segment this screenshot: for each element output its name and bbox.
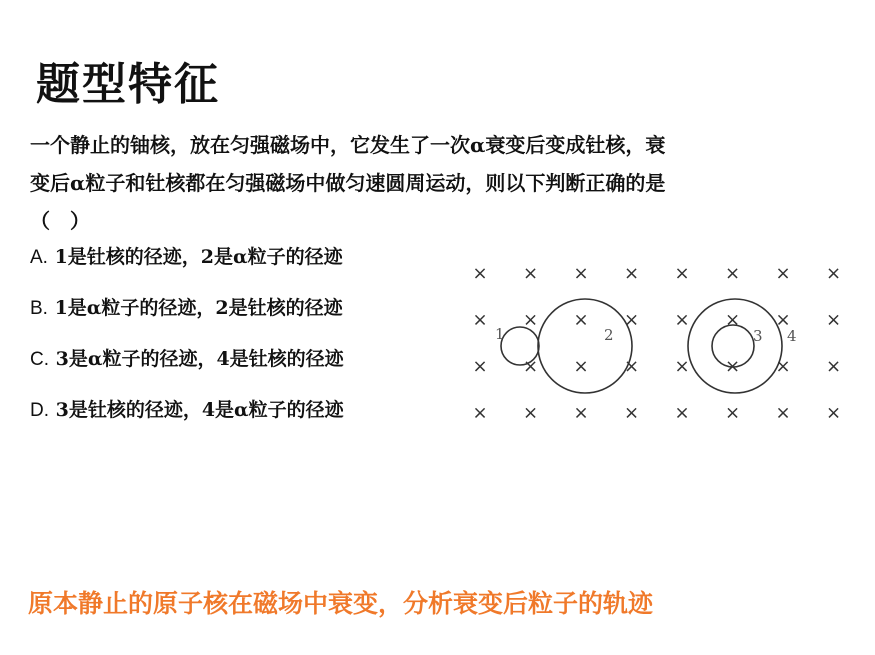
field-cross-mark: × <box>724 402 741 424</box>
field-cross-mark: × <box>573 263 589 284</box>
track-label-3: 3 <box>753 327 763 345</box>
field-cross-mark: × <box>775 402 791 424</box>
field-cross-mark: × <box>775 356 791 377</box>
field-cross-mark: × <box>775 263 791 284</box>
track-label-1: 1 <box>495 325 505 343</box>
field-cross-mark: × <box>472 309 488 331</box>
field-cross-mark: × <box>472 263 488 284</box>
field-cross-mark: × <box>573 402 589 424</box>
option-a-text: 1是钍核的径迹，2是α粒子的径迹 <box>47 246 343 268</box>
field-cross-mark: × <box>623 402 640 424</box>
magnetic-field-diagram <box>460 250 860 430</box>
page-title: 题型特征 <box>36 59 220 110</box>
field-cross-mark: × <box>623 309 640 331</box>
field-cross-mark: × <box>522 402 539 424</box>
field-cross-mark: × <box>724 356 741 377</box>
field-cross-mark: × <box>724 309 741 331</box>
field-cross-mark: × <box>674 402 690 424</box>
field-cross-mark: × <box>573 309 589 331</box>
option-c-letter: C. <box>30 349 49 370</box>
option-d-letter: D. <box>30 400 49 421</box>
option-d[interactable] <box>30 395 344 422</box>
field-cross-mark: × <box>472 402 488 424</box>
field-cross-marks <box>472 263 841 424</box>
track-1-circle <box>501 327 539 365</box>
question-line-1: 一个静止的铀核，放在匀强磁场中，它发生了一次α衰变后变成钍核，衰 <box>30 133 666 157</box>
option-b-text: 1是α粒子的径迹，2是钍核的径迹 <box>47 297 343 319</box>
field-cross-mark: × <box>674 309 690 331</box>
question-line-2: 变后α粒子和钍核都在匀强磁场中做匀速圆周运动，则以下判断正确的是 <box>30 171 666 195</box>
field-cross-mark: × <box>825 263 842 284</box>
field-cross-mark: × <box>825 402 842 424</box>
field-cross-mark: × <box>825 356 842 377</box>
option-c-text: 3是α粒子的径迹，4是钍核的径迹 <box>49 348 344 370</box>
question-line-3: （ ） <box>30 209 90 233</box>
field-cross-mark: × <box>674 356 690 377</box>
option-c[interactable] <box>30 344 344 371</box>
option-b[interactable] <box>30 293 343 320</box>
field-cross-mark: × <box>522 309 539 331</box>
field-cross-mark: × <box>623 263 640 284</box>
field-cross-mark: × <box>522 356 539 377</box>
track-label-2: 2 <box>604 326 614 344</box>
field-cross-mark: × <box>623 356 640 377</box>
option-d-text: 3是钍核的径迹，4是α粒子的径迹 <box>49 399 344 421</box>
field-cross-mark: × <box>674 263 690 284</box>
field-cross-mark: × <box>522 263 539 284</box>
summary-note: 原本静止的原子核在磁场中衰变，分析衰变后粒子的轨迹 <box>28 589 654 618</box>
field-cross-mark: × <box>724 263 741 284</box>
track-label-4: 4 <box>787 327 797 345</box>
field-cross-mark: × <box>775 309 791 331</box>
field-cross-mark: × <box>472 356 488 377</box>
question-text <box>30 126 850 240</box>
field-cross-mark: × <box>825 309 842 331</box>
option-b-letter: B. <box>30 298 48 319</box>
option-a[interactable] <box>30 242 343 269</box>
field-cross-mark: × <box>573 356 589 377</box>
option-a-letter: A. <box>30 247 48 268</box>
